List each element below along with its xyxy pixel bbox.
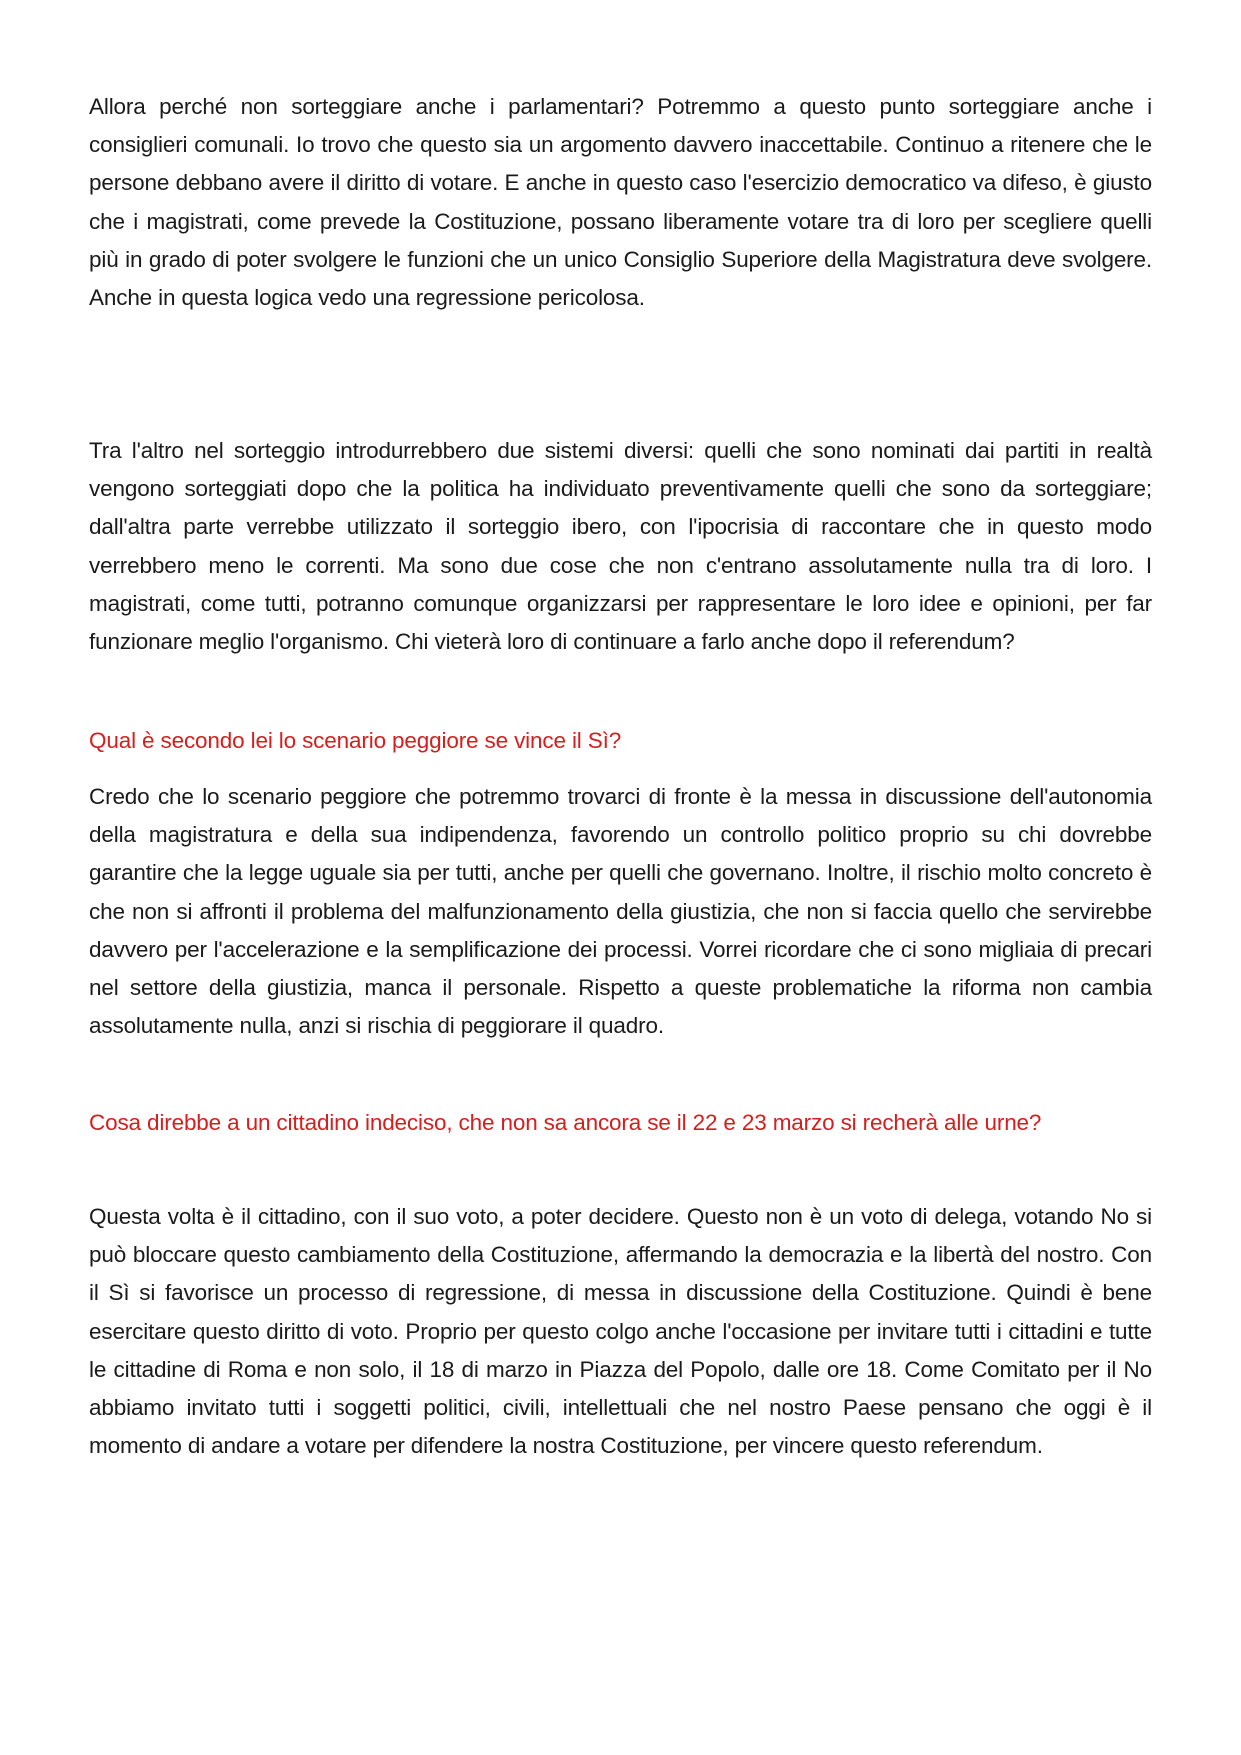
interview-question: Cosa direbbe a un cittadino indeciso, che non sa ancora se il 22 e 23 marzo si recherà alle urne?: [89, 1110, 1042, 1135]
answer-paragraph: Allora perché non sorteggiare anche i parlamentari? Potremmo a questo punto sorteggiare anche i consiglieri comunali. Io trovo che questo sia un argomento davvero inaccettabile. Continuo a ritenere che le persone debbano avere il diritto di votare. E anche in questo caso l'esercizio democratico va difeso, è giusto che i magistrati, come prevede la Costituzione, possano liberamente votare tra di loro per scegliere quelli più in grado di poter svolgere le funzioni che un unico Consiglio Superiore della Magistratura deve svolgere. Anche in questa logica vedo una regressione pericolosa.: [89, 94, 1152, 311]
answer-paragraph: Tra l'altro nel sorteggio introdurrebbero due sistemi diversi: quelli che sono nominati dai partiti in realtà vengono sorteggiati dopo che la politica ha individuato preventivamente quelli che sono da sorteggiare; dall'altra parte verrebbe utilizzato il sorteggio ibero, con l'ipocrisia di raccontare che in questo modo verrebbero meno le correnti. Ma sono due cose che non c'entrano assolutamente nulla tra di loro. I magistrati, come tutti, potranno comunque organizzarsi per rappresentare le loro idee e opinioni, per far funzionare meglio l'organismo. Chi vieterà loro di continuare a farlo anche dopo il referendum?: [89, 438, 1152, 655]
answer-paragraph: Credo che lo scenario peggiore che potremmo trovarci di fronte è la messa in discussione dell'autonomia della magistratura e della sua indipendenza, favorendo un controllo politico proprio su chi dovrebbe garantire che la legge uguale sia per tutti, anche per quelli che governano. Inoltre, il rischio molto concreto è che non si affronti il problema del malfunzionamento della giustizia, che non si faccia quello che servirebbe davvero per l'accelerazione e la semplificazione dei processi. Vorrei ricordare che ci sono migliaia di precari nel settore della giustizia, manca il personale. Rispetto a queste problematiche la riforma non cambia assolutamente nulla, anzi si rischia di peggiorare il quadro.: [89, 784, 1152, 1039]
interview-question: Qual è secondo lei lo scenario peggiore se vince il Sì?: [89, 728, 622, 753]
answer-paragraph: Questa volta è il cittadino, con il suo voto, a poter decidere. Questo non è un voto di delega, votando No si può bloccare questo cambiamento della Costituzione, affermando la democrazia e la libertà del nostro. Con il Sì si favorisce un processo di regressione, di messa in discussione della Costituzione. Quindi è bene esercitare questo diritto di voto. Proprio per questo colgo anche l'occasione per invitare tutti i cittadini e tutte le cittadine di Roma e non solo, il 18 di marzo in Piazza del Popolo, dalle ore 18. Come Comitato per il No abbiamo invitato tutti i soggetti politici, civili, intellettuali che nel nostro Paese pensano che oggi è il momento di andare a votare per difendere la nostra Costituzione, per vincere questo referendum.: [89, 1204, 1152, 1459]
